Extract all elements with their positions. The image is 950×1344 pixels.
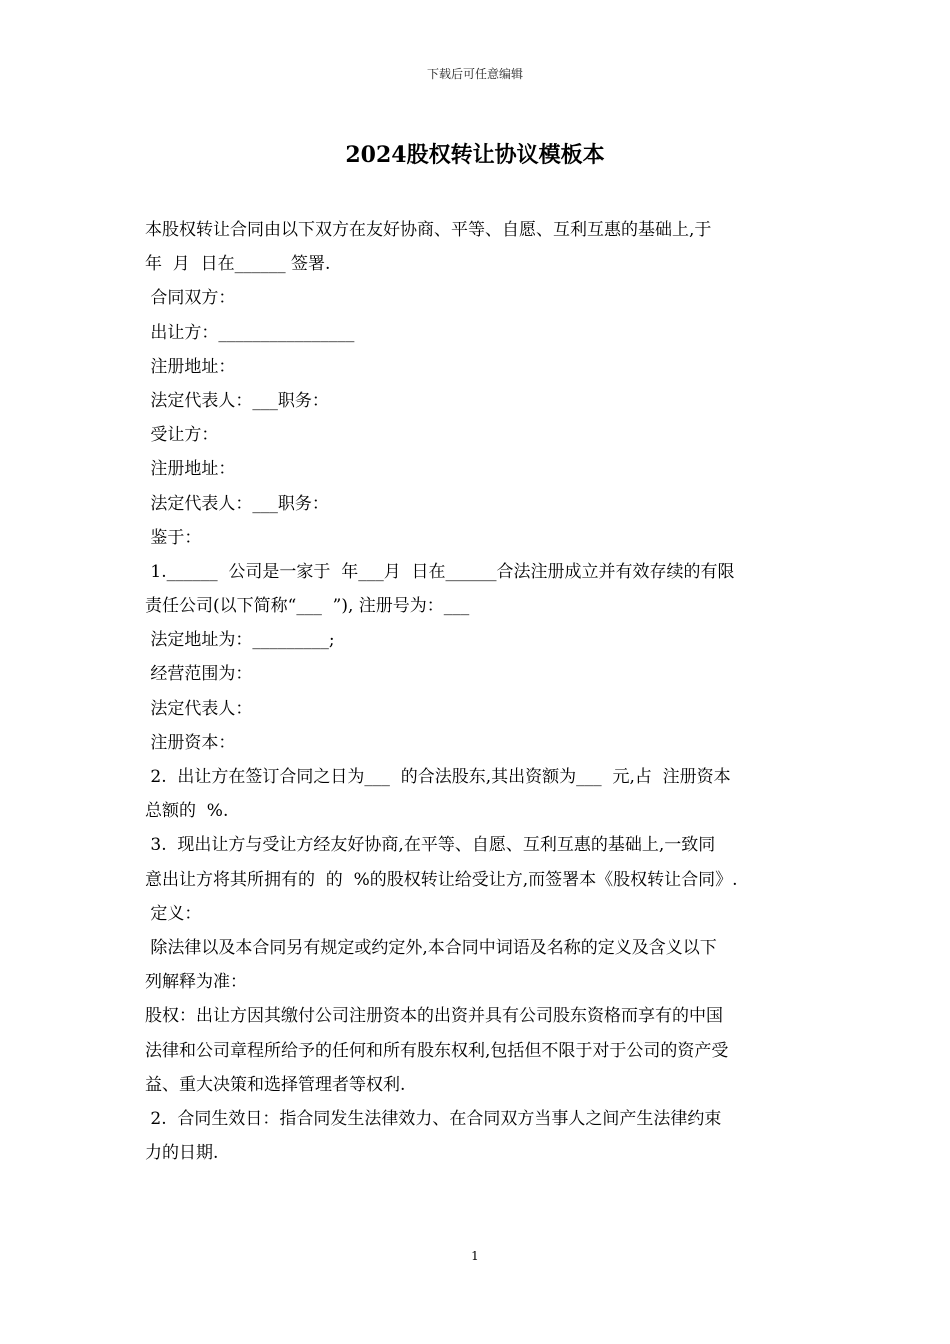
body-line: 1.______ 公司是一家于 年___月 日在______合法注册成立并有效存续的有限: [145, 561, 735, 582]
body-line: 益、重大决策和选择管理者等权利.: [145, 1074, 406, 1095]
body-line: 2. 出让方在签订合同之日为___ 的合法股东,其出资额为___ 元,占 注册资本: [145, 767, 731, 787]
body-line: 总额的 %.: [145, 801, 229, 822]
body-line: 年 月 日在______ 签署.: [145, 254, 331, 275]
page-number: 1: [471, 1249, 479, 1263]
body-line: 定义：: [145, 903, 202, 924]
body-line: 3. 现出让方与受让方经友好协商,在平等、自愿、互利互惠的基础上,一致同: [145, 835, 716, 856]
body-line: 2. 合同生效日：指合同发生法律效力、在合同双方当事人之间产生法律约束: [145, 1108, 722, 1129]
body-line: 受让方：: [145, 425, 219, 446]
body-line: 法定代表人：___职务：: [145, 390, 329, 411]
body-line: 意出让方将其所拥有的 的 %的股权转让给受让方,而签署本《股权转让合同》.: [145, 869, 738, 890]
body-line: 经营范围为：: [145, 664, 253, 685]
body-line: 法律和公司章程所给予的任何和所有股东权利,包括但不限于对于公司的资产受: [145, 1040, 729, 1061]
body-line: 法定地址为：_________;: [145, 630, 335, 651]
body-line: 力的日期.: [145, 1143, 219, 1164]
body-line: 鉴于：: [145, 527, 202, 548]
body-line: 股权：出让方因其缴付公司注册资本的出资并具有公司股东资格而享有的中国: [145, 1006, 723, 1027]
body-line: 本股权转让合同由以下双方在友好协商、平等、自愿、互利互惠的基础上,于: [145, 220, 712, 240]
body-line: 合同双方：: [145, 288, 236, 309]
body-line: 法定代表人：: [145, 698, 253, 719]
body-line: 责任公司(以下简称“___ ”), 注册号为：___: [145, 596, 470, 617]
body-line: 除法律以及本合同另有规定或约定外,本合同中词语及名称的定义及含义以下: [145, 937, 717, 958]
header-note: 下载后可任意编辑: [426, 67, 523, 81]
document-body: [145, 213, 810, 1170]
body-line: 出让方：________________: [145, 322, 355, 343]
body-line: 法定代表人：___职务：: [145, 493, 329, 514]
body-line: 注册地址：: [145, 459, 236, 480]
document-title: 2024股权转让协议模板本: [345, 142, 605, 168]
body-line: 注册资本：: [145, 732, 236, 753]
body-line: 注册地址：: [145, 356, 236, 377]
body-line: 列解释为准：: [145, 972, 247, 993]
